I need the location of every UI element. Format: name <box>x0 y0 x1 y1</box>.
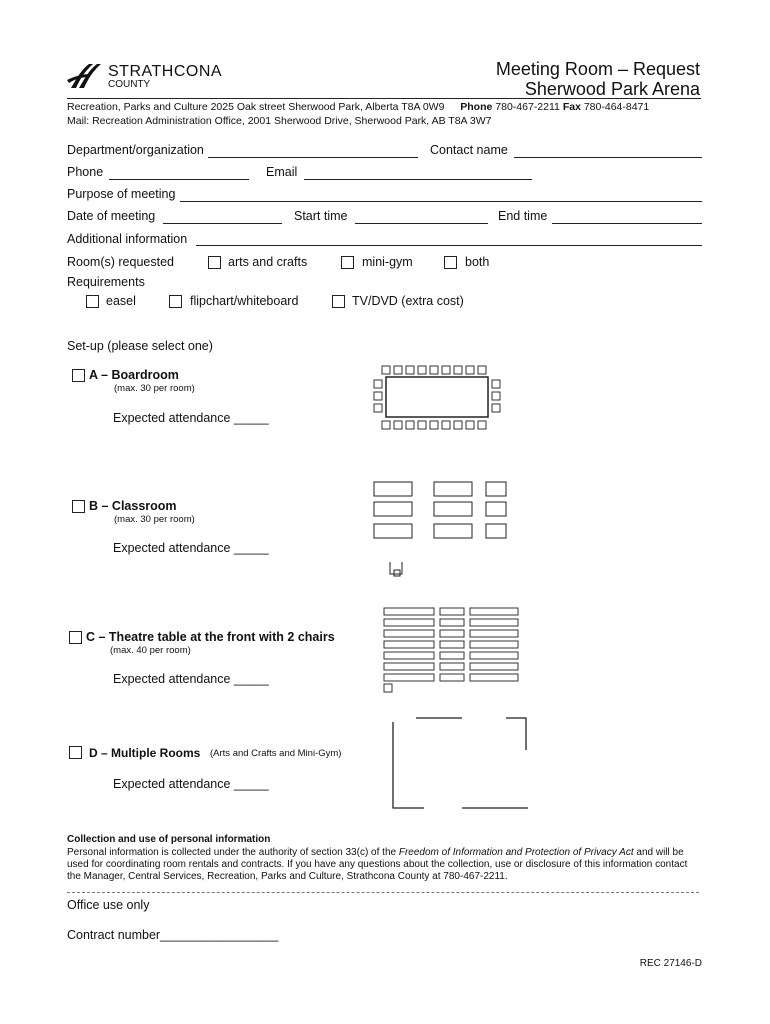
setup-b-attendance[interactable]: Expected attendance _____ <box>113 541 269 555</box>
setup-c-attendance[interactable]: Expected attendance _____ <box>113 672 269 686</box>
start-label: Start time <box>294 209 348 223</box>
tvdvd-checkbox[interactable] <box>332 295 345 308</box>
privacy-act: Freedom of Information and Protection of Privacy Act <box>398 847 634 858</box>
address: Recreation, Parks and Culture 2025 Oak street Sherwood Park, Alberta T8A 0W9 <box>67 101 445 113</box>
phone-field[interactable] <box>109 179 249 180</box>
department-field[interactable] <box>208 157 418 158</box>
requirements-label: Requirements <box>67 275 145 289</box>
theatre-diagram-icon <box>382 606 522 696</box>
form-subtitle: Sherwood Park Arena <box>524 79 700 99</box>
setup-d-title: D – Multiple Rooms <box>89 746 201 760</box>
setup-heading: Set-up (please select one) <box>67 339 213 353</box>
room-both-checkbox[interactable] <box>444 256 457 269</box>
setup-c-title: C – Theatre table at the front with 2 chairs <box>86 630 335 644</box>
purpose-field[interactable] <box>180 201 702 202</box>
boardroom-diagram-icon <box>372 364 504 432</box>
end-label: End time <box>498 209 548 223</box>
mail-address: Mail: Recreation Administration Office, 2001 Sherwood Drive, Sherwood Park, AB T8A 3W7 <box>67 115 492 127</box>
setup-b-title: B – Classroom <box>89 499 177 513</box>
logo-name: STRATHCONA <box>108 63 223 80</box>
form-code: REC 27146-D <box>639 958 702 969</box>
easel-label: easel <box>106 294 136 308</box>
setup-c-checkbox[interactable] <box>69 631 82 644</box>
setup-b-note: (max. 30 per room) <box>114 514 195 525</box>
room-both-label: both <box>465 255 490 269</box>
room-minigym-checkbox[interactable] <box>341 256 354 269</box>
logo-county: COUNTY <box>108 79 151 90</box>
flipchart-checkbox[interactable] <box>169 295 182 308</box>
date-label: Date of meeting <box>67 209 156 223</box>
setup-a-checkbox[interactable] <box>72 369 85 382</box>
contact-field[interactable] <box>514 157 702 158</box>
start-field[interactable] <box>355 223 488 224</box>
privacy-text-2: and will be <box>633 847 684 858</box>
email-label: Email <box>266 165 298 179</box>
date-field[interactable] <box>163 223 282 224</box>
purpose-label: Purpose of meeting <box>67 187 176 201</box>
strathcona-logo-icon <box>67 62 103 90</box>
privacy-line-2: used for coordinating room rentals and contracts. If you have any questions about the collection, use or disclosure of this information contact <box>67 859 688 870</box>
phone-label: Phone <box>460 101 493 113</box>
privacy-line-1 <box>67 847 684 858</box>
header-rule <box>67 98 701 99</box>
room-minigym-label: mini-gym <box>362 255 413 269</box>
privacy-line-3: the Manager, Central Services, Recreation, Parks and Culture, Strathcona County at 780-467-2211. <box>67 871 508 882</box>
rooms-label: Room(s) requested <box>67 255 174 269</box>
setup-a-note: (max. 30 per room) <box>114 383 195 394</box>
contract-number-field[interactable]: Contract number_________________ <box>67 928 279 942</box>
fax-label: Fax <box>562 101 581 113</box>
setup-d-checkbox[interactable] <box>69 746 82 759</box>
office-divider <box>67 892 699 893</box>
setup-b-checkbox[interactable] <box>72 500 85 513</box>
setup-a-title: A – Boardroom <box>89 368 179 382</box>
office-use-label: Office use only <box>67 898 150 912</box>
phone: 780-467-2211 <box>495 101 560 113</box>
address-line <box>67 101 649 113</box>
department-label: Department/organization <box>67 143 204 157</box>
additional-field[interactable] <box>196 245 702 246</box>
fax: 780-464-8471 <box>583 101 650 113</box>
end-field[interactable] <box>552 223 702 224</box>
privacy-heading: Collection and use of personal information <box>67 834 271 845</box>
form-title: Meeting Room – Request <box>495 59 700 79</box>
setup-c-note: (max. 40 per room) <box>110 645 191 656</box>
multiple-rooms-diagram-icon <box>388 714 533 810</box>
room-arts-checkbox[interactable] <box>208 256 221 269</box>
easel-checkbox[interactable] <box>86 295 99 308</box>
additional-label: Additional information <box>67 232 188 246</box>
flipchart-label: flipchart/whiteboard <box>190 294 299 308</box>
phone-field-label: Phone <box>67 165 104 179</box>
email-field[interactable] <box>304 179 532 180</box>
setup-d-note: (Arts and Crafts and Mini-Gym) <box>210 748 342 759</box>
setup-d-attendance[interactable]: Expected attendance _____ <box>113 777 269 791</box>
room-arts-label: arts and crafts <box>228 255 308 269</box>
tvdvd-label: TV/DVD (extra cost) <box>352 294 464 308</box>
setup-a-attendance[interactable]: Expected attendance _____ <box>113 411 269 425</box>
classroom-diagram-icon <box>372 478 512 582</box>
contact-label: Contact name <box>430 143 508 157</box>
privacy-text-1: Personal information is collected under the authority of section 33(c) of the <box>67 847 399 858</box>
